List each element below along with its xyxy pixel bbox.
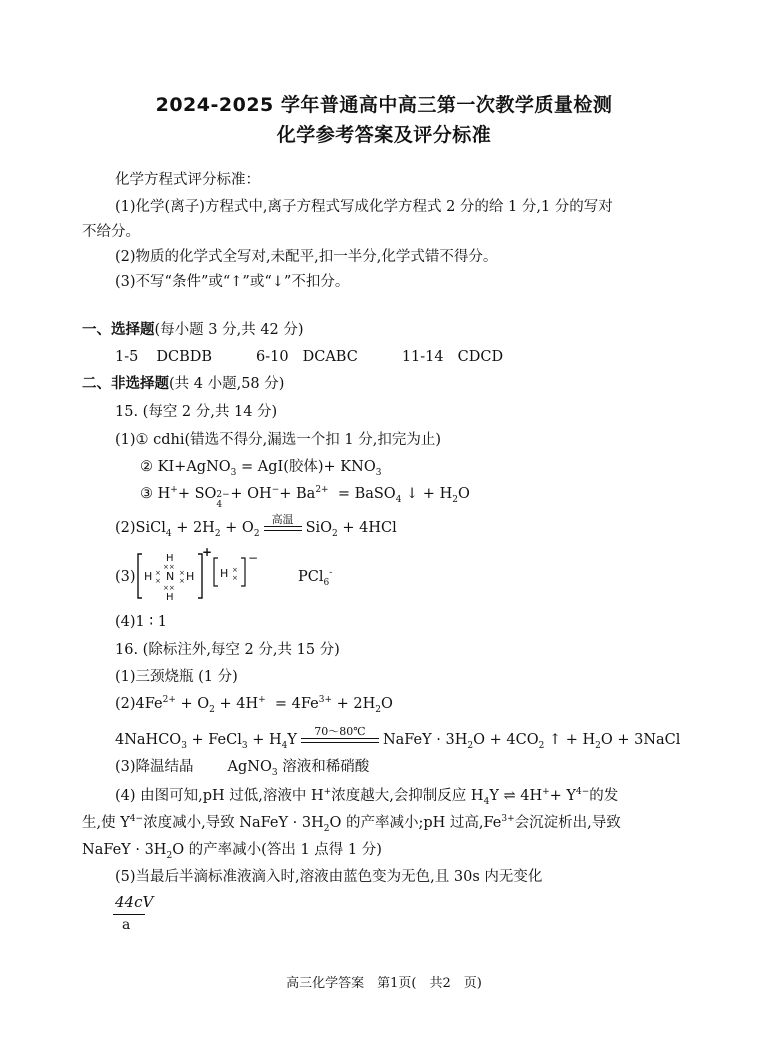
q16-fraction-denominator: a — [122, 917, 131, 933]
q16-part3: (3)降温结晶 AgNO$_3$ 溶液和稀硝酸 — [115, 759, 370, 778]
choice-answers-1: DCBDB — [156, 349, 213, 365]
svg-text:××: ×× — [163, 584, 175, 592]
section-2-note: (共 4 小题,58 分) — [169, 376, 285, 392]
q15-p2-hcl: + 4HCl — [342, 520, 397, 536]
q16-p2-fe3: = 4Fe — [274, 696, 319, 712]
q15-eq3-h2o-a: ↓ + H — [406, 486, 453, 502]
q16-p2-h2o-b: O — [381, 696, 393, 712]
svg-text:N: N — [166, 570, 175, 583]
svg-text:×: × — [232, 574, 238, 582]
q16-eq-nafey: NaFeY · 3H — [382, 732, 468, 748]
page-footer: 高三化学答案 第1页( 共2 页) — [286, 976, 482, 991]
q16-p4-l2-a: 生,使 Y — [82, 815, 130, 831]
svg-text:−: − — [248, 551, 259, 565]
svg-text:H: H — [186, 570, 195, 583]
electron-dot-structure-diagram — [136, 546, 268, 606]
fraction-bar — [113, 914, 145, 915]
q16-part5: (5)当最后半滴标准液滴入时,溶液由蓝色变为无色,且 30s 内无变化 — [115, 869, 543, 885]
svg-text:H: H — [166, 553, 174, 564]
svg-text:×: × — [179, 577, 185, 585]
section-2-heading — [82, 374, 284, 394]
q16-p4-l2-d: 会沉淀析出,导致 — [514, 815, 621, 831]
q16-equation: 4NaHCO$_3$ + FeCl$_3$ + $H_4Y$ 70～80℃ NaFeY · $3H_2O + 4CO_2$ ↑ + $H_2O$ + 3NaCl — [115, 724, 681, 751]
q16-eq-nacl: O + 3NaCl — [600, 732, 681, 748]
q15-eq3-so4: + SO — [177, 486, 217, 502]
choice-range-1: 1-5 — [115, 349, 139, 365]
q15-eq3-ba: + Ba — [279, 486, 316, 502]
q15-eq3-baso4: = BaSO — [337, 486, 396, 502]
pcl6-formula: PCl — [298, 569, 324, 585]
q16-part1: (1)三颈烧瓶 (1 分) — [115, 669, 238, 685]
q16-p4-l3-a: NaFeY · 3H — [82, 842, 167, 858]
q16-p4-l2-c: O 的产率减小;pH 过高,Fe — [329, 815, 502, 831]
section-1-title: 一、选择题 — [82, 322, 155, 338]
q15-part3-label: (3) — [115, 569, 136, 585]
choice-answers — [115, 347, 503, 367]
svg-text:H: H — [166, 592, 174, 603]
q16-fraction-numerator: 44cV — [115, 893, 154, 911]
q16-p2-h2o-a: + 2H — [336, 696, 376, 712]
q16-p4-l1-d: + Y — [549, 788, 577, 804]
q16-p2-fe2: (2)4Fe — [115, 696, 163, 712]
q16-p2-h: + 4H — [219, 696, 259, 712]
svg-text:H: H — [144, 570, 153, 583]
scoring-rule-1: (1)化学(离子)方程式中,离子方程式写成化学方程式 2 分的给 1 分,1 分的写对 — [115, 199, 613, 215]
q15-part1-2: ② KI+AgNO$_3$ = AgI(胶体)+ $KNO_3$ — [140, 459, 382, 478]
choice-range-3: 11-14 — [401, 349, 444, 365]
q16-eq-nahco3: 4NaHCO — [115, 732, 182, 748]
q15-part1-3: ③ H++ SO 2− 4 + $OH^-+ Ba^{2+}$ = BaSO$_4$ ↓ + $H_2O$ — [140, 485, 470, 510]
q15-eq2-left: ② KI+AgNO — [140, 459, 231, 475]
q16-eq-co2: O + 4CO — [473, 732, 539, 748]
q15-eq3-h2o-b: O — [457, 486, 470, 502]
document-title: 2024-2025 学年普通高中高三第一次教学质量检测 — [155, 94, 613, 116]
q16-p4-l1-b: 浓度越大,会抑制反应 H — [331, 788, 484, 804]
scoring-standard-heading: 化学方程式评分标准： — [115, 172, 260, 188]
q16-p4-l3-b: O 的产率减小(答出 1 点得 1 分) — [172, 842, 382, 858]
reaction-temperature-label: 70～80℃ — [314, 724, 366, 738]
svg-text:+: + — [202, 546, 213, 559]
section-1-heading — [82, 320, 304, 340]
q15-eq2-right: = AgI(胶体)+ KNO — [241, 459, 376, 475]
pcl6-charge: - — [329, 568, 333, 579]
q16-p3-agno3: AgNO — [227, 759, 272, 775]
q15-part3-pcl6 — [298, 567, 332, 587]
choice-answers-3: CDCD — [457, 349, 504, 365]
document-subtitle: 化学参考答案及评分标准 — [276, 124, 492, 146]
q16-eq-h2o-a: ↑ + H — [548, 732, 596, 748]
choice-range-2: 6-10 — [256, 349, 289, 365]
reaction-arrow-temperature — [301, 726, 379, 743]
reaction-condition-label: 高温 — [271, 512, 294, 526]
q15-part4: (4)1 ∶ 1 — [115, 614, 167, 630]
q15-part1-1: (1)① cdhi(错选不得分,漏选一个扣 1 分,扣完为止) — [115, 432, 442, 448]
section-1-note: (每小题 3 分,共 42 分) — [154, 322, 304, 338]
q16-eq-fecl3: + FeCl — [191, 732, 242, 748]
q16-eq-h4y-a: + H — [252, 732, 282, 748]
q16-part4-line1: (4) 由图可知,pH 过低,溶液中 H+浓度越大,会抑制反应 $H_4Y$ ⇌ $4H^++ Y^{4-}$的发 — [115, 787, 619, 807]
q16-part4-line2: 生,使 $Y^{4-}$浓度减小,导致 NaFeY · $3H_2O$ 的产率减小;pH 过高$,Fe^{3+}$会沉淀析出,导致 — [82, 814, 621, 834]
q16-p3-answer2: 溶液和稀硝酸 — [282, 759, 370, 775]
choice-answers-2: DCABC — [302, 349, 358, 365]
q16-part4-line3: NaFeY · $3H_2O$ 的产率减小(答出 1 点得 1 分) — [82, 842, 382, 861]
q16-p4-l2-b: 浓度减小,导致 NaFeY · 3H — [143, 815, 324, 831]
svg-text:×: × — [155, 577, 161, 585]
q15-heading: 15. (每空 2 分,共 14 分) — [115, 404, 278, 420]
q16-p4-l1-a: (4) 由图可知,pH 过低,溶液中 H — [115, 788, 324, 804]
q16-heading: 16. (除标注外,每空 2 分,共 15 分) — [115, 642, 340, 658]
q15-eq3-h: ③ H — [140, 486, 171, 502]
q16-part2: $(2)4Fe^{2+} + O_2 + 4H^+ = 4Fe^{3+} + 2H_2O$ — [115, 695, 393, 715]
q15-p2-o2: + O — [225, 520, 254, 536]
pcl6-subscript: 6 — [323, 577, 330, 588]
q16-p4-l1-e: 的发 — [589, 788, 619, 804]
svg-text:H: H — [220, 567, 229, 580]
q16-p4-l1-c: Y ⇌ 4H — [489, 788, 543, 804]
scoring-rule-1-cont: 不给分。 — [82, 224, 140, 240]
svg-text:×: × — [232, 566, 238, 574]
svg-text:×: × — [155, 569, 161, 577]
q16-p2-o2: + O — [180, 696, 210, 712]
scoring-rule-3: (3)不写“条件”或“↑”或“↓”不扣分。 — [115, 274, 350, 290]
section-2-title: 二、非选择题 — [82, 376, 169, 392]
q15-p2-sicl4: (2)SiCl — [115, 520, 166, 536]
q15-p2-sio2: SiO — [305, 520, 333, 536]
q16-eq-h4y-b: Y — [287, 732, 297, 748]
q15-p2-h2: + 2H — [176, 520, 215, 536]
svg-text:×: × — [179, 569, 185, 577]
q15-part2: (2)SiCl$_4$ + $2H_2 + O_2$ 高温 SiO$_2$ + 4HCl — [115, 512, 397, 539]
reaction-arrow-high-temp — [264, 514, 302, 531]
svg-text:××: ×× — [163, 563, 175, 571]
q15-eq3-oh: + OH — [230, 486, 272, 502]
scoring-rule-2: (2)物质的化学式全写对,未配平,扣一半分,化学式错不得分。 — [115, 249, 498, 265]
q16-p3-answer1: (3)降温结晶 — [115, 759, 194, 775]
